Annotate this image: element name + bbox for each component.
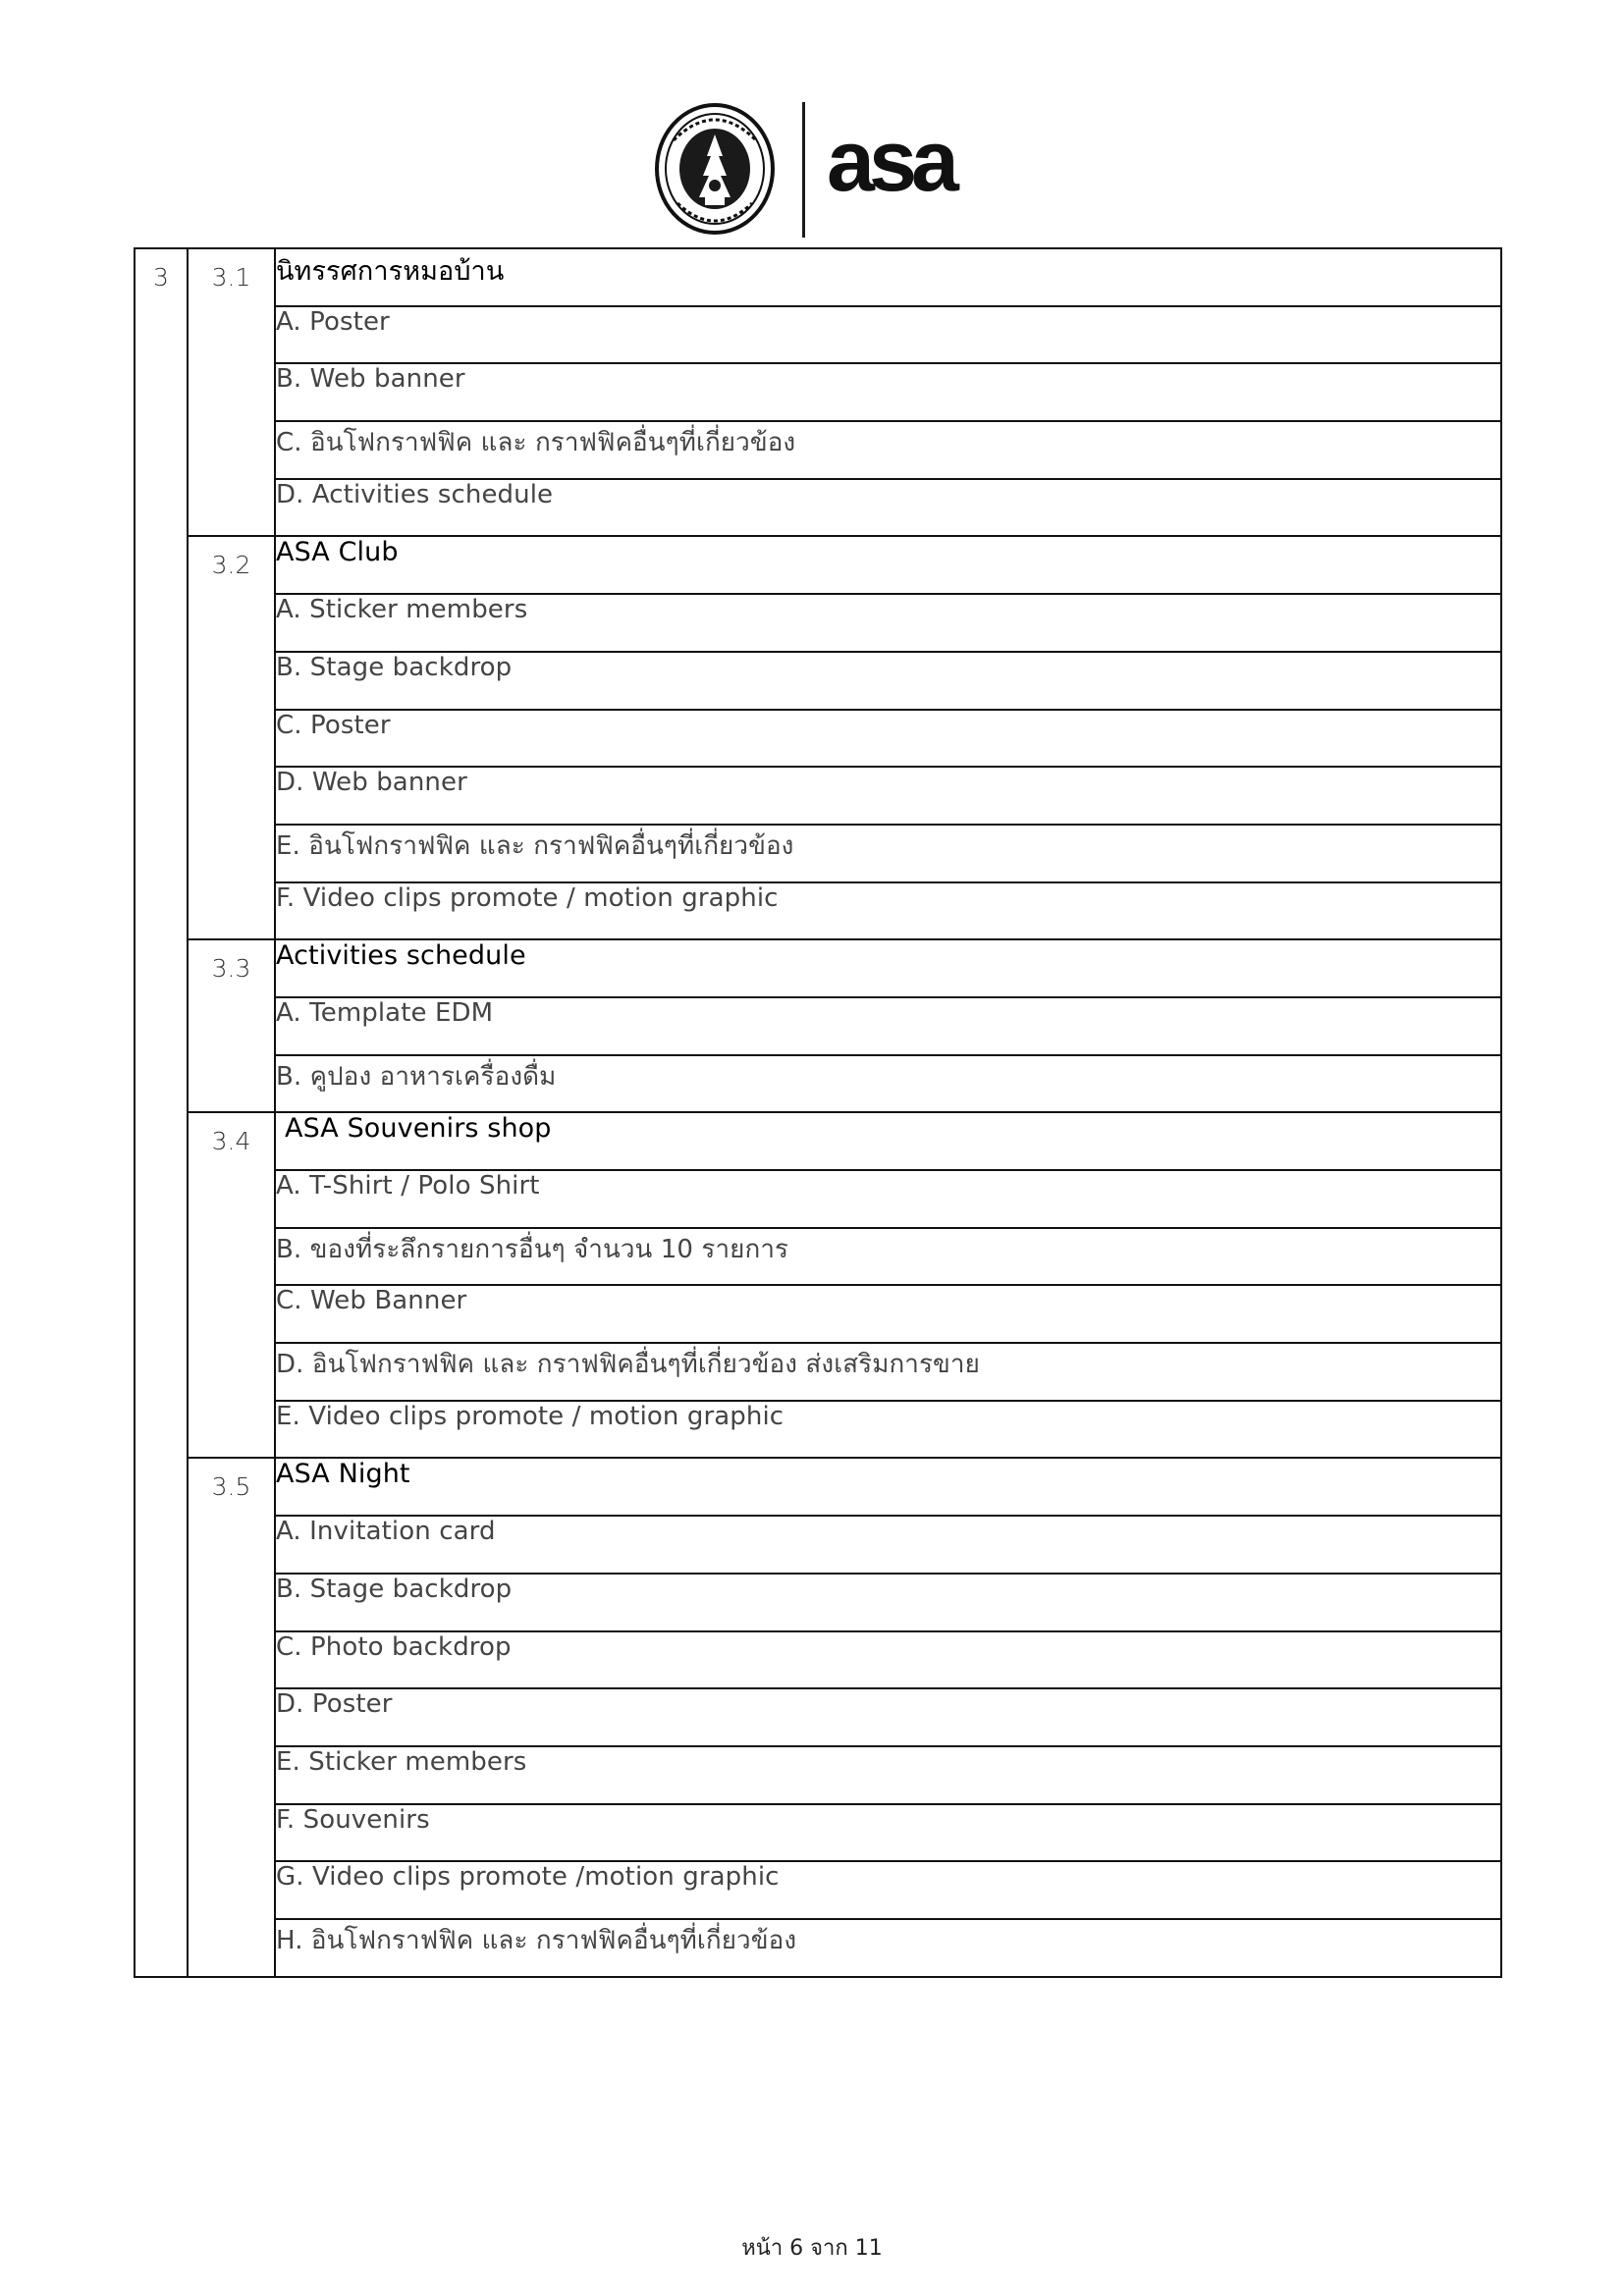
item-cell: [275, 1055, 1501, 1113]
item-label: B. Stage backdrop: [276, 1574, 513, 1604]
item-row: [135, 767, 1501, 825]
item-row: [135, 882, 1501, 940]
section-row: [135, 1458, 1501, 1516]
item-cell: [275, 1516, 1501, 1574]
item-row: [135, 997, 1501, 1055]
section-title-cell: [275, 536, 1501, 594]
item-cell: [275, 825, 1501, 882]
item-label: G. Video clips promote /motion graphic: [276, 1862, 780, 1893]
item-cell: [275, 1688, 1501, 1746]
association-seal-icon: [654, 101, 776, 237]
section-number-cell: [188, 939, 275, 1112]
item-cell: [275, 1343, 1501, 1401]
main-number: 3: [153, 263, 169, 292]
section-title: ASA Night: [276, 1459, 410, 1490]
section-number: 3.5: [211, 1472, 251, 1502]
item-label: D. Poster: [276, 1689, 393, 1720]
item-cell: [275, 1170, 1501, 1228]
section-number-cell: [188, 1112, 275, 1458]
item-label: B. Web banner: [276, 364, 465, 395]
item-label: A. Template EDM: [276, 997, 494, 1028]
item-label: A. Invitation card: [276, 1517, 496, 1547]
item-row: [135, 1516, 1501, 1574]
section-number-cell: [188, 536, 275, 939]
item-label: A. Poster: [276, 306, 390, 337]
item-label: E. อินโฟกราฟฟิค และ กราฟฟิคอื่นๆที่เกี่ยวข้อง: [276, 830, 794, 861]
item-label: A. Sticker members: [276, 595, 528, 625]
asa-wordmark-logo: [827, 128, 1023, 206]
item-cell: [275, 652, 1501, 710]
section-row: [135, 939, 1501, 997]
item-cell: [275, 479, 1501, 537]
item-label: F. Souvenirs: [276, 1804, 430, 1835]
item-row: [135, 710, 1501, 768]
item-row: [135, 594, 1501, 652]
section-number: 3.4: [211, 1127, 251, 1156]
item-cell: [275, 363, 1501, 421]
item-cell: [275, 1861, 1501, 1919]
section-row: [135, 536, 1501, 594]
item-row: [135, 1746, 1501, 1804]
item-cell: [275, 767, 1501, 825]
item-label: C. Photo backdrop: [276, 1631, 512, 1662]
item-row: [135, 1804, 1501, 1862]
section-title-cell: [275, 939, 1501, 997]
item-cell: [275, 1631, 1501, 1689]
page-number: หน้า 6 จาก 11: [741, 2236, 883, 2261]
item-label: C. Web Banner: [276, 1286, 467, 1316]
section-title-cell: [275, 248, 1501, 306]
item-label: B. Stage backdrop: [276, 652, 513, 682]
item-row: [135, 1574, 1501, 1631]
item-row: [135, 1285, 1501, 1343]
section-title-cell: [275, 1458, 1501, 1516]
item-label: D. อินโฟกราฟฟิค และ กราฟฟิคอื่นๆที่เกี่ยวข้อง ส่งเสริมการขาย: [276, 1350, 980, 1380]
item-cell: [275, 421, 1501, 479]
section-number: 3.1: [211, 263, 251, 292]
item-cell: [275, 1285, 1501, 1343]
item-label: B. คูปอง อาหารเครื่องดื่ม: [276, 1061, 557, 1092]
item-row: [135, 306, 1501, 364]
item-label: H. อินโฟกราฟฟิค และ กราฟฟิคอื่นๆที่เกี่ยวข้อง: [276, 1925, 797, 1955]
deliverables-table: [134, 247, 1502, 1978]
item-row: [135, 1688, 1501, 1746]
item-cell: [275, 1401, 1501, 1459]
item-label: C. Poster: [276, 710, 391, 740]
item-row: [135, 1919, 1501, 1977]
item-label: D. Activities schedule: [276, 479, 554, 509]
section-row: [135, 248, 1501, 306]
item-label: A. T-Shirt / Polo Shirt: [276, 1171, 540, 1201]
item-row: [135, 1228, 1501, 1286]
item-row: [135, 363, 1501, 421]
item-cell: [275, 1804, 1501, 1862]
item-row: [135, 479, 1501, 537]
section-title: นิทรรศการหมอบ้าน: [276, 256, 505, 287]
item-cell: [275, 1228, 1501, 1286]
item-row: [135, 1861, 1501, 1919]
section-number: 3.3: [211, 954, 251, 984]
item-label: B. ของที่ระลึกรายการอื่นๆ จำนวน 10 รายการ: [276, 1234, 789, 1264]
item-row: [135, 1343, 1501, 1401]
item-label: F. Video clips promote / motion graphic: [276, 882, 779, 913]
logo-divider: [802, 102, 805, 238]
main-number-cell: [135, 248, 188, 1977]
item-cell: [275, 882, 1501, 940]
section-number: 3.2: [211, 551, 251, 580]
section-title: ASA Club: [276, 537, 399, 568]
item-label: C. อินโฟกราฟฟิค และ กราฟฟิคอื่นๆที่เกี่ยวข้อง: [276, 428, 796, 458]
item-row: [135, 1170, 1501, 1228]
item-label: D. Web banner: [276, 768, 467, 798]
item-label: E. Video clips promote / motion graphic: [276, 1401, 785, 1431]
section-title-cell: [275, 1112, 1501, 1170]
item-row: [135, 825, 1501, 882]
section-number-cell: [188, 1458, 275, 1976]
page-header: [0, 0, 1624, 245]
item-cell: [275, 1746, 1501, 1804]
item-row: [135, 1631, 1501, 1689]
section-row: [135, 1112, 1501, 1170]
brand-wordmark: asa: [827, 128, 953, 206]
section-title: Activities schedule: [276, 940, 526, 972]
item-cell: [275, 710, 1501, 768]
item-label: E. Sticker members: [276, 1746, 527, 1777]
item-row: [135, 1055, 1501, 1113]
item-row: [135, 652, 1501, 710]
section-number-cell: [188, 248, 275, 536]
section-title: ASA Souvenirs shop: [285, 1113, 552, 1145]
item-row: [135, 421, 1501, 479]
item-cell: [275, 594, 1501, 652]
item-cell: [275, 997, 1501, 1055]
item-cell: [275, 1919, 1501, 1977]
item-row: [135, 1401, 1501, 1459]
item-cell: [275, 1574, 1501, 1631]
item-cell: [275, 306, 1501, 364]
